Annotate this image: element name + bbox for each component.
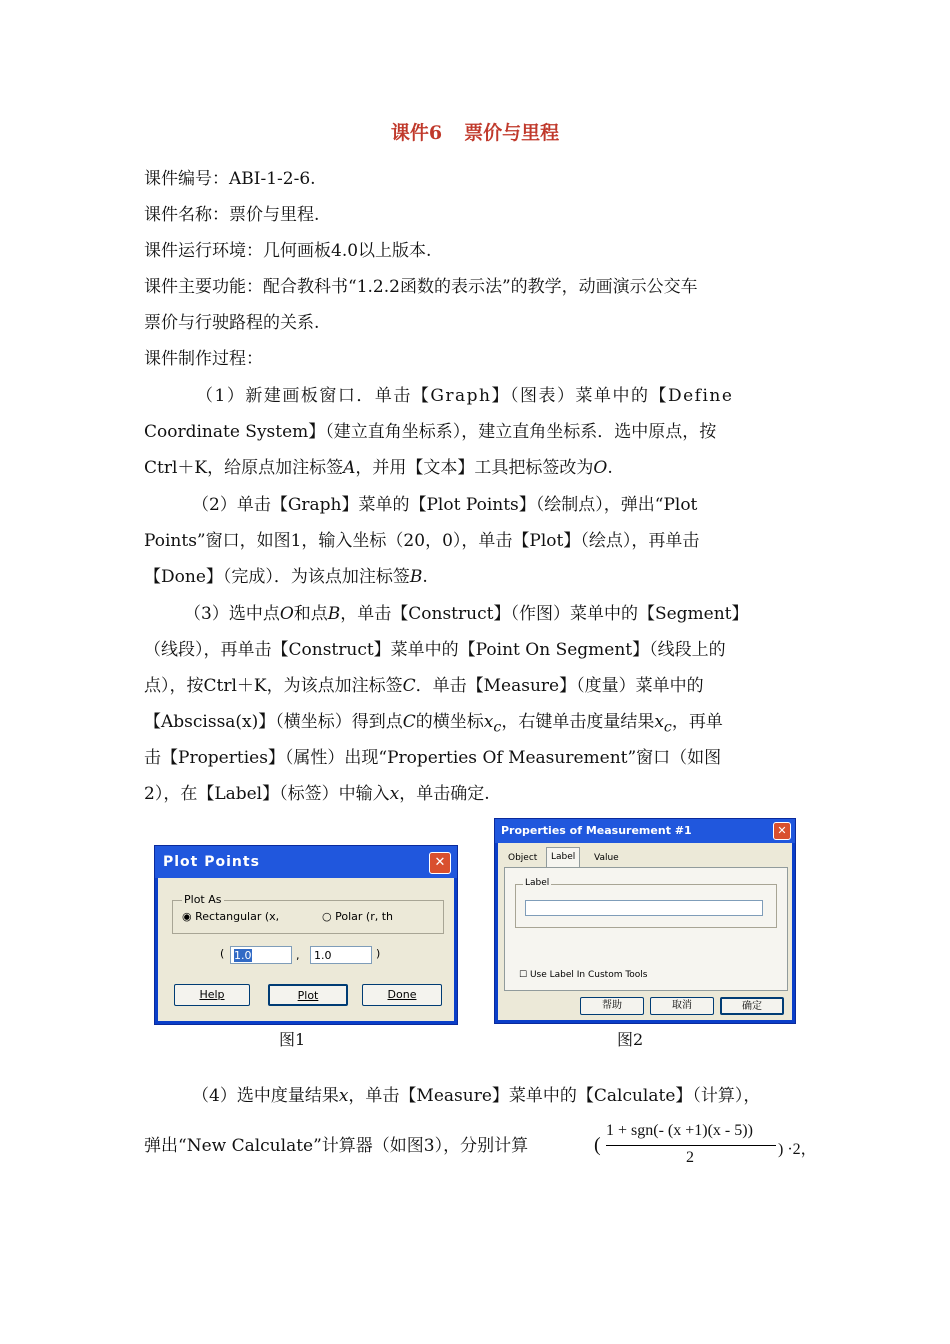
sub-c: c [493,719,502,736]
step3-l6a: 2），在【Label】（标签）中输入 [144,784,390,804]
step3-line6 [144,776,808,812]
step3-l4i: ，再单 [671,712,723,732]
tab-object[interactable]: Object [508,853,538,863]
info-env: 课件运行环境：几何画板4.0以上版本. [144,241,432,261]
use-label-checkbox[interactable] [519,970,648,980]
x-coordinate-input[interactable] [230,946,292,964]
info-process: 课件制作过程： [144,349,263,369]
done-button[interactable] [362,984,442,1006]
label-group-title: Label [525,878,550,888]
tab-value[interactable]: Value [594,853,619,863]
y-coordinate-input[interactable]: 1.0 [310,946,372,964]
info-func-line1: 课件主要功能：配合教科书“1.2.2函数的表示法”的教学，动画演示公交车 [144,277,698,297]
step2-line2: Points”窗口，如图1，输入坐标（20，0），单击【Plot】（绘点），再单击 [144,531,700,551]
step3-line2: （线段），再单击【Construct】菜单中的【Point On Segment】（线段上的 [144,640,726,660]
var-x: x [483,712,494,732]
info-code: 课件编号：ABⅠ-1-2-6. [144,169,316,189]
step3-l3a: 点），按Ctrl＋K，为该点加注标签 [144,676,403,696]
x-value: 1.0 [234,949,252,962]
formula-tail: ) ·2， [778,1141,817,1158]
radio-rectangular-label: Rectangular (x, [195,910,280,923]
tab-label[interactable]: Label [546,847,580,868]
plot-points-title: Plot Points [163,854,260,870]
step2-l3c: . [422,567,428,587]
help-label: Help [199,988,225,1001]
radio-polar-label: Polar (r, th [335,910,393,923]
step1-line1: （1）新建画板窗口．单击【Graph】（图表）菜单中的【Define [196,386,734,406]
var-x3: x [389,784,400,804]
ok-button[interactable]: 确定 [720,997,784,1015]
figure1-caption: 图1 [279,1030,306,1049]
step1-l3e: . [607,458,613,478]
step4-var-x: x [338,1086,349,1106]
radio-empty-icon: ○ [322,910,332,923]
step1-l3c: ，并用【文本】工具把标签改为 [355,458,594,478]
properties-title: Properties of Measurement #1 [501,824,692,837]
plot-points-body [158,878,454,1021]
step3-label-c: C [402,676,416,696]
comma: , [296,949,300,962]
label-a: A [343,458,356,478]
use-label-text: Use Label In Custom Tools [529,970,648,980]
tab-panel [504,867,788,991]
radio-selected-icon: ◉ [182,910,192,923]
step3-l4b: C [402,712,416,732]
properties-body [498,843,792,1020]
help-button[interactable] [174,984,250,1006]
step1-line3 [144,450,808,486]
help-button-cn[interactable]: 帮助 [580,997,644,1015]
label-b: B [409,567,423,587]
step1-line2: Coordinate System】（建立直角坐标系），建立直角坐标系．选中原点，按 [144,422,717,442]
title-number: 课件6 [390,122,443,144]
var-x2: x [654,712,664,732]
step2-line1: （2）单击【Graph】菜单的【Plot Points】（绘制点），弹出“Plot [192,495,698,515]
page-title [0,118,950,145]
close-paren: ) [376,947,381,960]
open-paren: ( [220,947,225,960]
step3-l1e: ，单击【Construct】（作图）菜单中的【Segment】 [340,604,749,624]
formula-open-paren: ( [594,1134,601,1156]
info-func-line2: 票价与行驶路程的关系. [144,313,320,333]
sub-c2: c [663,719,672,736]
step3-l1c: 和点 [293,604,328,624]
properties-dialog [494,818,796,1024]
plot-points-dialog [154,845,458,1025]
cancel-button[interactable]: 取消 [650,997,714,1015]
step3-label-b: B [327,604,341,624]
formula-denominator: 2 [686,1149,694,1166]
plot-points-titlebar[interactable] [155,846,457,878]
step3-label-o: O [279,604,294,624]
step4-line2: 弹出“New Calculate”计算器（如图3），分别计算 [144,1136,529,1156]
step2-line3 [144,559,808,595]
plot-button[interactable] [268,984,348,1006]
done-label: Done [387,988,417,1001]
step3-l3c: ．单击【Measure】（度量）菜单中的 [415,676,704,696]
step3-line5: 击【Properties】（属性）出现“Properties Of Measurement”窗口（如图 [144,748,722,768]
close-icon[interactable]: ✕ [773,822,791,840]
step4-l1c: ，单击【Measure】菜单中的【Calculate】（计算）， [348,1086,761,1106]
label-input[interactable] [525,900,763,916]
radio-rectangular[interactable] [182,910,279,923]
close-icon[interactable]: ✕ [429,852,451,874]
checkbox-icon: ☐ [519,970,528,980]
fraction-bar [606,1145,776,1146]
step4-l1a: （4）选中度量结果 [192,1086,339,1106]
info-name: 课件名称：票价与里程. [144,205,320,225]
step3-l1a: （3）选中点 [184,604,280,624]
step2-l3a: 【Done】（完成）．为该点加注标签 [144,567,410,587]
step3-l4a: 【Abscissa(x)】（横坐标）得到点 [144,712,403,732]
formula-numerator: 1 + sgn(- (x +1)(x - 5)) [606,1122,753,1139]
properties-titlebar[interactable] [495,819,795,843]
step3-line3 [144,668,808,704]
step3-line1 [144,596,808,632]
plot-label: Plot [297,989,319,1002]
step4-line1 [144,1078,808,1114]
label-o: O [593,458,608,478]
figure2-caption: 图2 [617,1030,644,1049]
radio-polar[interactable] [322,910,393,923]
step3-l4c: 的横坐标 [415,712,484,732]
step3-l6c: ，单击确定. [399,784,490,804]
title-text: 票价与里程 [464,122,560,144]
step3-l4f: ，右键单击度量结果 [501,712,655,732]
step1-l3a: Ctrl＋K，给原点加注标签 [144,458,344,478]
plot-as-label: Plot As [184,893,222,906]
